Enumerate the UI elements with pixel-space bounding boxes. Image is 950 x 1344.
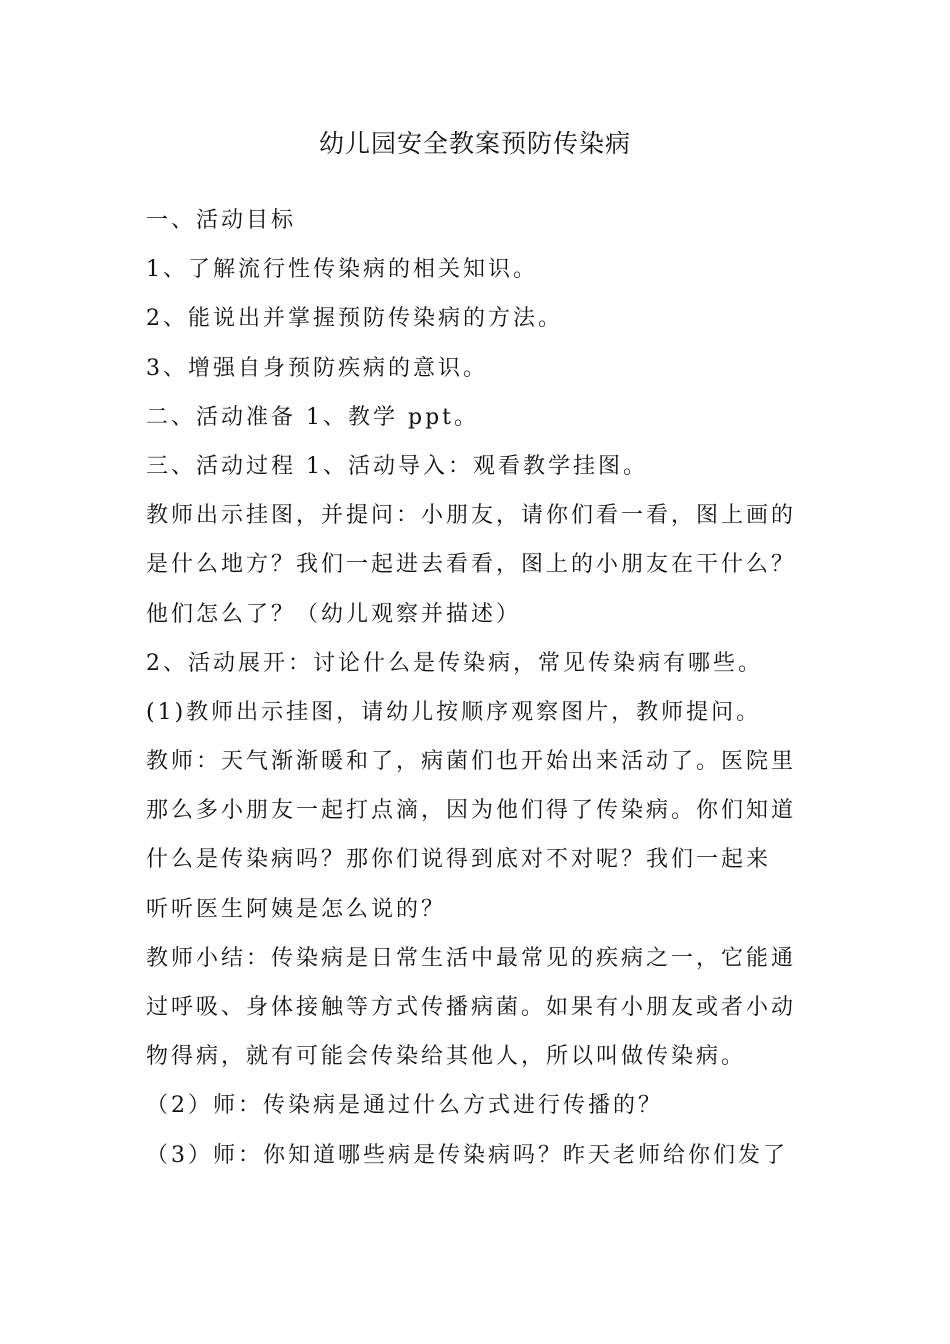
body-text-line: 物得病，就有可能会传染给其他人，所以叫做传染病。 bbox=[146, 1044, 747, 1070]
body-text-line: 过呼吸、身体接触等方式传播病菌。如果有小朋友或者小动 bbox=[146, 995, 797, 1020]
document-title: 幼儿园安全教案预防传染病 bbox=[318, 129, 631, 158]
goal-item-3: 3、增强自身预防疾病的意识。 bbox=[146, 355, 488, 381]
body-text-line: 教师小结：传染病是日常生活中最常见的疾病之一，它能通 bbox=[146, 945, 797, 971]
body-text-line: 2、活动展开：讨论什么是传染病，常见传染病有哪些。 bbox=[146, 650, 763, 676]
section-heading-goals: 一、活动目标 bbox=[146, 208, 297, 233]
goal-item-1: 1、了解流行性传染病的相关知识。 bbox=[146, 257, 538, 283]
document-body bbox=[146, 196, 810, 1180]
body-text-line: 教师出示挂图，并提问：小朋友，请你们看一看，图上画的 bbox=[146, 503, 797, 529]
body-text-line: （3）师：你知道哪些病是传染病吗？昨天老师给你们发了 bbox=[146, 1142, 788, 1168]
body-text-line: 听听医生阿姨是怎么说的？ bbox=[146, 896, 447, 922]
body-text-line: 是什么地方？我们一起进去看看，图上的小朋友在干什么？ bbox=[146, 552, 797, 578]
goal-item-2: 2、能说出并掌握预防传染病的方法。 bbox=[146, 306, 563, 332]
body-text-line: 他们怎么了？（幼儿观察并描述） bbox=[146, 601, 522, 627]
body-text-line: (1)教师出示挂图，请幼儿按顺序观察图片，教师提问。 bbox=[146, 699, 762, 725]
section-heading-preparation: 二、活动准备 1、教学 ppt。 bbox=[146, 404, 479, 430]
section-heading-process: 三、活动过程 1、活动导入：观看教学挂图。 bbox=[146, 453, 648, 479]
body-text-line: 那么多小朋友一起打点滴，因为他们得了传染病。你们知道 bbox=[146, 798, 797, 824]
body-text-line: 教师：天气渐渐暖和了，病菌们也开始出来活动了。医院里 bbox=[146, 749, 797, 775]
body-text-line: 什么是传染病吗？那你们说得到底对不对呢？我们一起来 bbox=[146, 847, 772, 873]
body-text-line: （2）师：传染病是通过什么方式进行传播的？ bbox=[146, 1093, 663, 1119]
